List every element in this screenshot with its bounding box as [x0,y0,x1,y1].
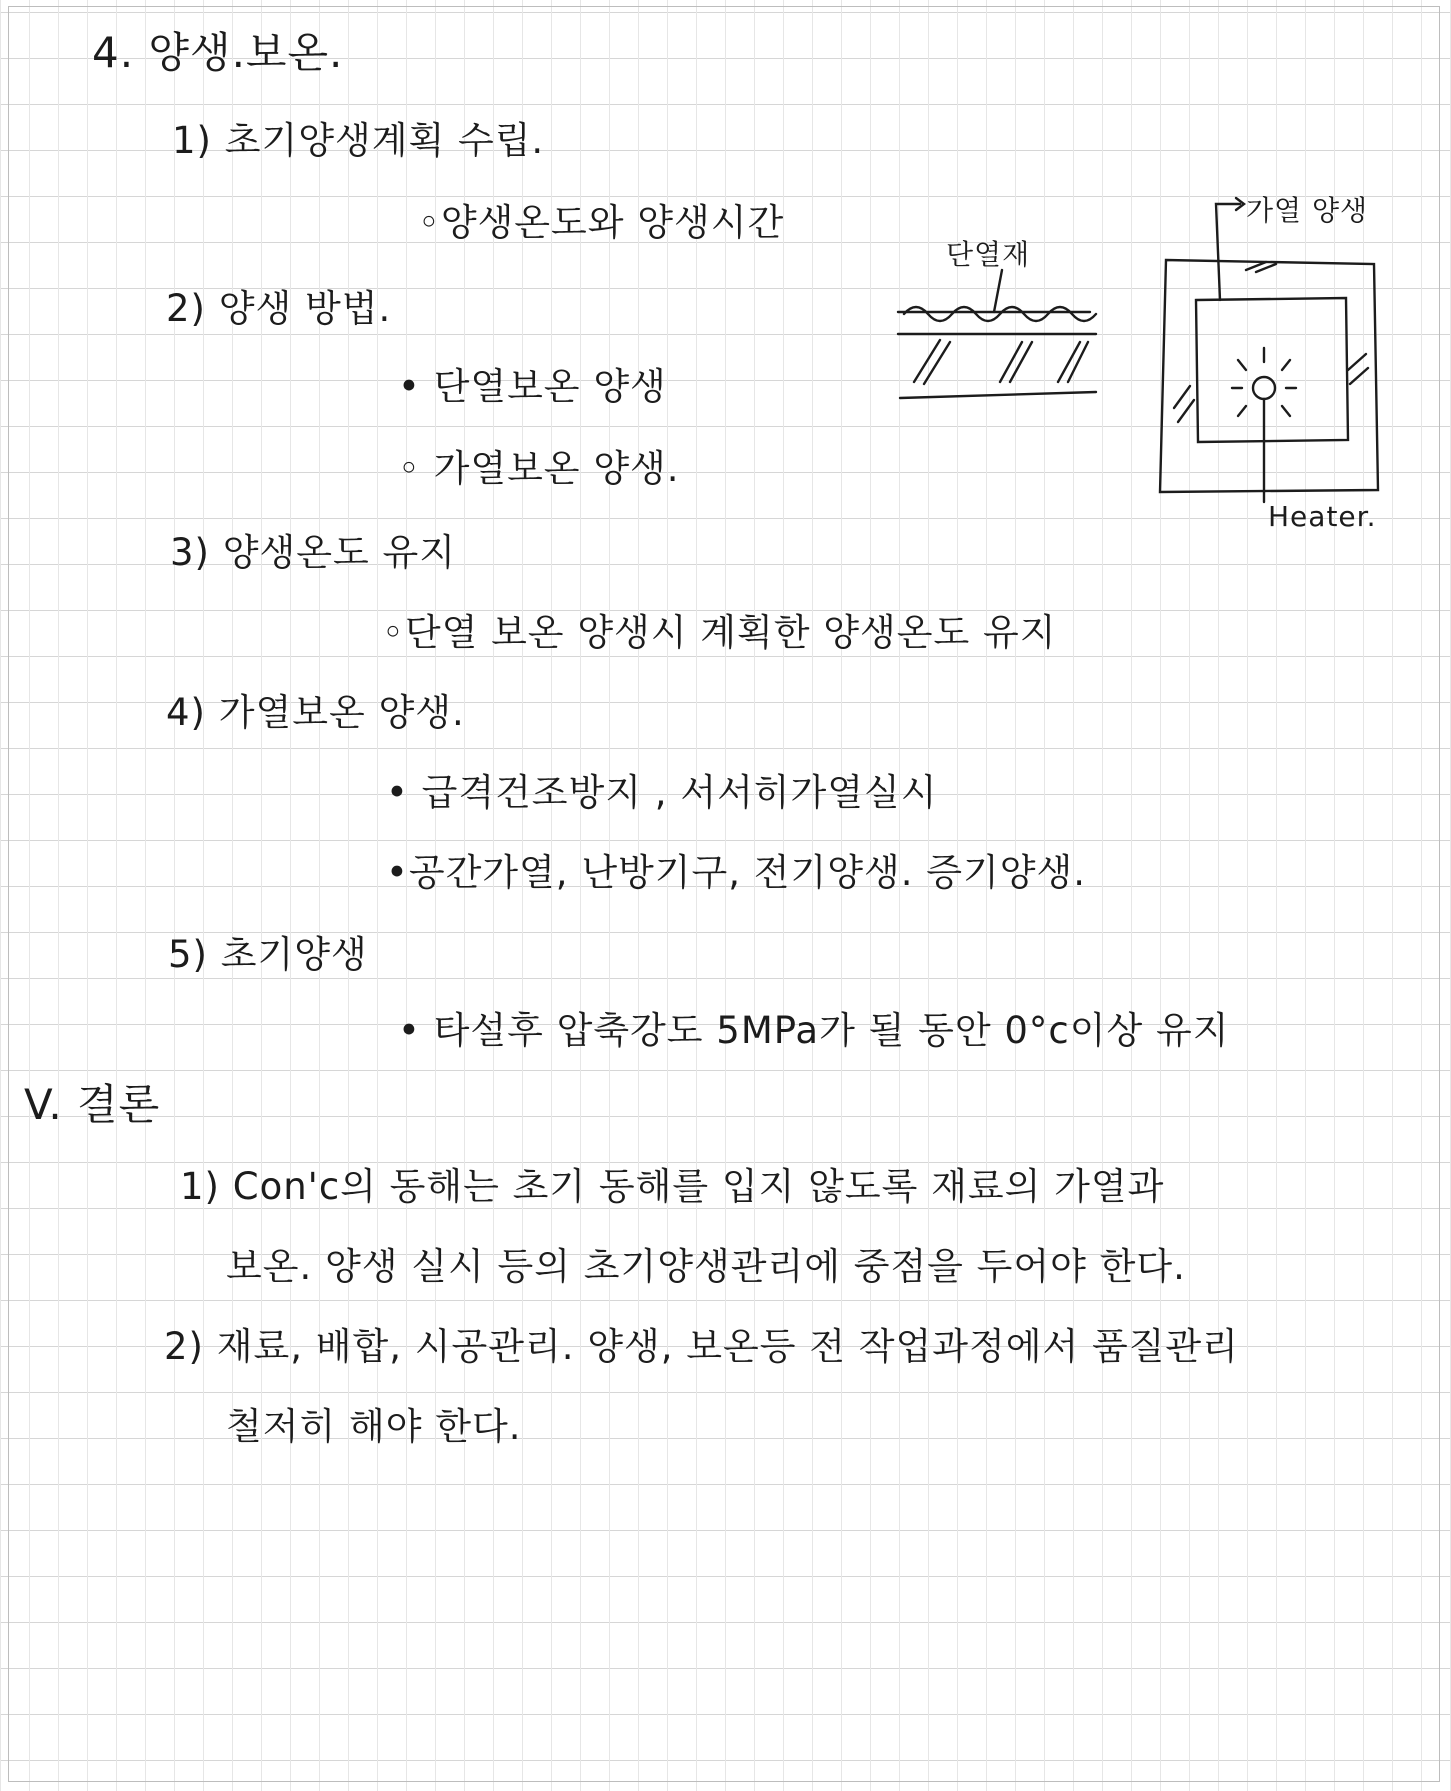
item-3-bullet-1: ◦단열 보온 양생시 계획한 양생온도 유지 [382,611,1057,654]
item-5-label: 5) 초기양생 [168,933,368,976]
item-5-bullet-1: • 타설후 압축강도 5MPa가 될 동안 0°c이상 유지 [398,1009,1230,1052]
item-4-bullet-2: •공간가열, 난방기구, 전기양생. 증기양생. [386,851,1087,894]
item-4-bullet-1: • 급격건조방지 , 서서히가열실시 [386,771,938,814]
item-2-bullet-1: • 단열보온 양생 [398,365,667,408]
insulation-label: 단열재 [946,238,1031,271]
conclusion-line-3: 2) 재료, 배합, 시공관리. 양생, 보온등 전 작업과정에서 품질관리 [164,1325,1239,1368]
section-5-title: V. 결론 [24,1080,161,1129]
item-2-label: 2) 양생 방법. [166,287,392,330]
heater-label: Heater. [1268,500,1377,533]
section-4-title: 4. 양생.보온. [92,28,344,77]
conclusion-line-4: 철저히 해야 한다. [226,1405,522,1448]
conclusion-line-2: 보온. 양생 실시 등의 초기양생관리에 중점을 두어야 한다. [226,1245,1186,1288]
conclusion-line-1: 1) Con'c의 동해는 초기 동해를 입지 않도록 재료의 가열과 [180,1165,1165,1208]
heating-curing-diagram [1140,190,1400,510]
heating-label: 가열 양생 [1246,194,1369,227]
insulation-diagram [890,270,1110,410]
item-1-label: 1) 초기양생계획 수립. [172,119,545,162]
item-1-bullet-1: ◦양생온도와 양생시간 [418,201,785,244]
item-3-label: 3) 양생온도 유지 [170,531,456,574]
item-4-label: 4) 가열보온 양생. [166,691,465,734]
item-2-bullet-2: ◦ 가열보온 양생. [398,447,680,490]
